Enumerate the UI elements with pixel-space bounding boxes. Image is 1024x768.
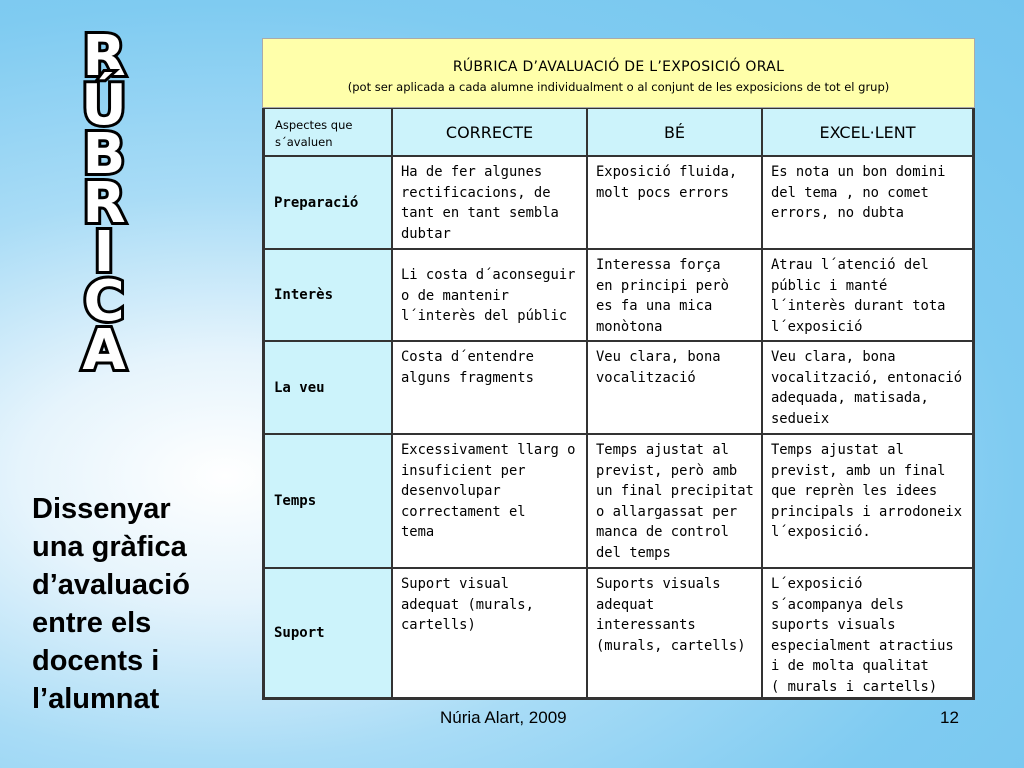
cell-line: previst, però amb xyxy=(596,462,738,479)
table-cell xyxy=(392,434,587,568)
cell-line: tema xyxy=(401,524,435,540)
cell-line: públic i manté xyxy=(771,277,888,294)
side-caption xyxy=(32,490,247,718)
cell-line: i de molta qualitat xyxy=(771,658,929,674)
row-label-temps: Temps xyxy=(264,434,392,568)
table-cell xyxy=(762,249,973,341)
cell-line: sedueix xyxy=(771,410,830,427)
table-cell xyxy=(762,156,973,249)
cell-line: o de mantenir xyxy=(401,287,509,304)
table-cell xyxy=(392,249,587,341)
cell-line: s´acompanya dels xyxy=(771,596,904,613)
table-cell xyxy=(587,156,762,249)
cell-line: correctament el xyxy=(401,503,526,520)
cell-line: interessants xyxy=(596,617,696,633)
cell-line: que reprèn les idees xyxy=(771,483,938,499)
column-header-be: BÉ xyxy=(587,108,762,156)
rubric-header xyxy=(262,38,975,108)
vertical-title-letter: R xyxy=(82,171,126,236)
vertical-title-letter: C xyxy=(83,269,125,334)
cell-line: adequat xyxy=(596,596,655,613)
cell-line: cartells) xyxy=(401,617,476,633)
row-label-suport: Suport xyxy=(264,568,392,698)
cell-line: alguns fragments xyxy=(401,369,534,386)
cell-line: adequada, matisada, xyxy=(771,390,929,406)
cell-line: l´interès durant tota xyxy=(771,298,946,314)
cell-line: Li costa d´aconseguir xyxy=(401,267,576,283)
cell-line: un final precipitat xyxy=(596,483,754,499)
cell-line: L´exposició xyxy=(771,576,863,592)
side-caption-line: d’avaluació xyxy=(32,569,190,601)
cell-line: Veu clara, bona xyxy=(771,349,896,365)
cell-line: dubtar xyxy=(401,225,451,242)
cell-line: desenvolupar xyxy=(401,483,501,499)
rubric-subtitle: (pot ser aplicada a cada alumne individualment o al conjunt de les exposicions de tot el grup) xyxy=(347,80,890,94)
vertical-title-letter: Ú xyxy=(81,73,127,138)
cell-line: Temps ajustat al xyxy=(771,442,904,458)
row-label-preparacio: Preparació xyxy=(264,156,392,249)
cell-line: del temps xyxy=(596,544,671,561)
table-cell xyxy=(762,434,973,568)
cell-line: en principi però xyxy=(596,277,729,294)
cell-line: vocalització, entonació xyxy=(771,369,963,386)
table-cell xyxy=(392,568,587,698)
side-caption-line: Dissenyar xyxy=(32,493,171,525)
cell-line: l´exposició. xyxy=(771,524,871,540)
cell-line: vocalització xyxy=(596,369,696,386)
cell-line: l´exposició xyxy=(771,318,863,335)
rubric-title: RÚBRICA D’AVALUACIÓ DE L’EXPOSICIÓ ORAL xyxy=(452,59,785,75)
table-cell xyxy=(587,434,762,568)
footer-author: Núria Alart, 2009 xyxy=(440,708,567,727)
rubric-table xyxy=(262,108,975,700)
cell-line: (murals, cartells) xyxy=(596,637,746,654)
cell-line: ( murals i cartells) xyxy=(771,678,938,695)
cell-line: o allargassat per xyxy=(596,503,738,520)
cell-line: previst, amb un final xyxy=(771,462,946,479)
vertical-title-letter: A xyxy=(82,318,126,383)
cell-line: es fa una mica xyxy=(596,298,713,314)
table-cell xyxy=(587,249,762,341)
cell-line: tant en tant sembla xyxy=(401,205,559,221)
cell-line: molt pocs errors xyxy=(596,184,729,201)
side-caption-line: una gràfica xyxy=(32,531,187,563)
cell-line: manca de control xyxy=(596,524,729,540)
table-cell xyxy=(587,568,762,698)
table-cell xyxy=(762,341,973,434)
cell-line: insuficient per xyxy=(401,462,526,479)
cell-line: Veu clara, bona xyxy=(596,349,721,365)
cell-line: l´interès del públic xyxy=(401,308,568,324)
cell-line: Atrau l´atenció del xyxy=(771,257,929,273)
cell-line: suports visuals xyxy=(771,617,896,633)
column-header-excellent: EXCEL·LENT xyxy=(762,108,973,156)
cell-line: Es nota un bon domini xyxy=(771,164,946,180)
corner-header xyxy=(264,108,392,156)
table-cell xyxy=(762,568,973,698)
cell-line: Interessa força xyxy=(596,257,721,273)
row-label-la-veu: La veu xyxy=(264,341,392,434)
cell-line: rectificacions, de xyxy=(401,184,551,201)
table-cell xyxy=(392,156,587,249)
cell-line: principals i arrodoneix xyxy=(771,503,963,520)
cell-line: Temps ajustat al xyxy=(596,442,729,458)
cell-line: Costa d´entendre xyxy=(401,349,534,365)
cell-line: Suport visual xyxy=(401,576,509,592)
vertical-title-letter: R xyxy=(82,24,126,89)
table-cell xyxy=(587,341,762,434)
cell-line: Exposició fluida, xyxy=(596,164,738,180)
cell-line: errors, no dubta xyxy=(771,205,904,221)
cell-line: monòtona xyxy=(596,318,663,335)
cell-line: especialment atractius xyxy=(771,637,954,654)
vertical-title-letter: B xyxy=(82,122,126,187)
footer-page-number: 12 xyxy=(940,708,959,727)
column-header-correcte: CORRECTE xyxy=(392,108,587,156)
side-caption-line: docents i xyxy=(32,645,160,677)
table-cell xyxy=(392,341,587,434)
vertical-title xyxy=(58,24,150,383)
side-caption-line: l’alumnat xyxy=(32,683,160,715)
cell-line: Ha de fer algunes xyxy=(401,164,543,180)
row-label-interes: Interès xyxy=(264,249,392,341)
cell-line: adequat (murals, xyxy=(401,596,534,613)
side-caption-line: entre els xyxy=(32,607,152,639)
cell-line: del tema , no comet xyxy=(771,184,929,201)
corner-header-line: s´avaluen xyxy=(275,135,333,149)
corner-header-line: Aspectes que xyxy=(275,118,353,132)
cell-line: Excessivament llarg o xyxy=(401,442,576,458)
vertical-title-letter: I xyxy=(93,220,115,285)
cell-line: Suports visuals xyxy=(596,576,721,592)
